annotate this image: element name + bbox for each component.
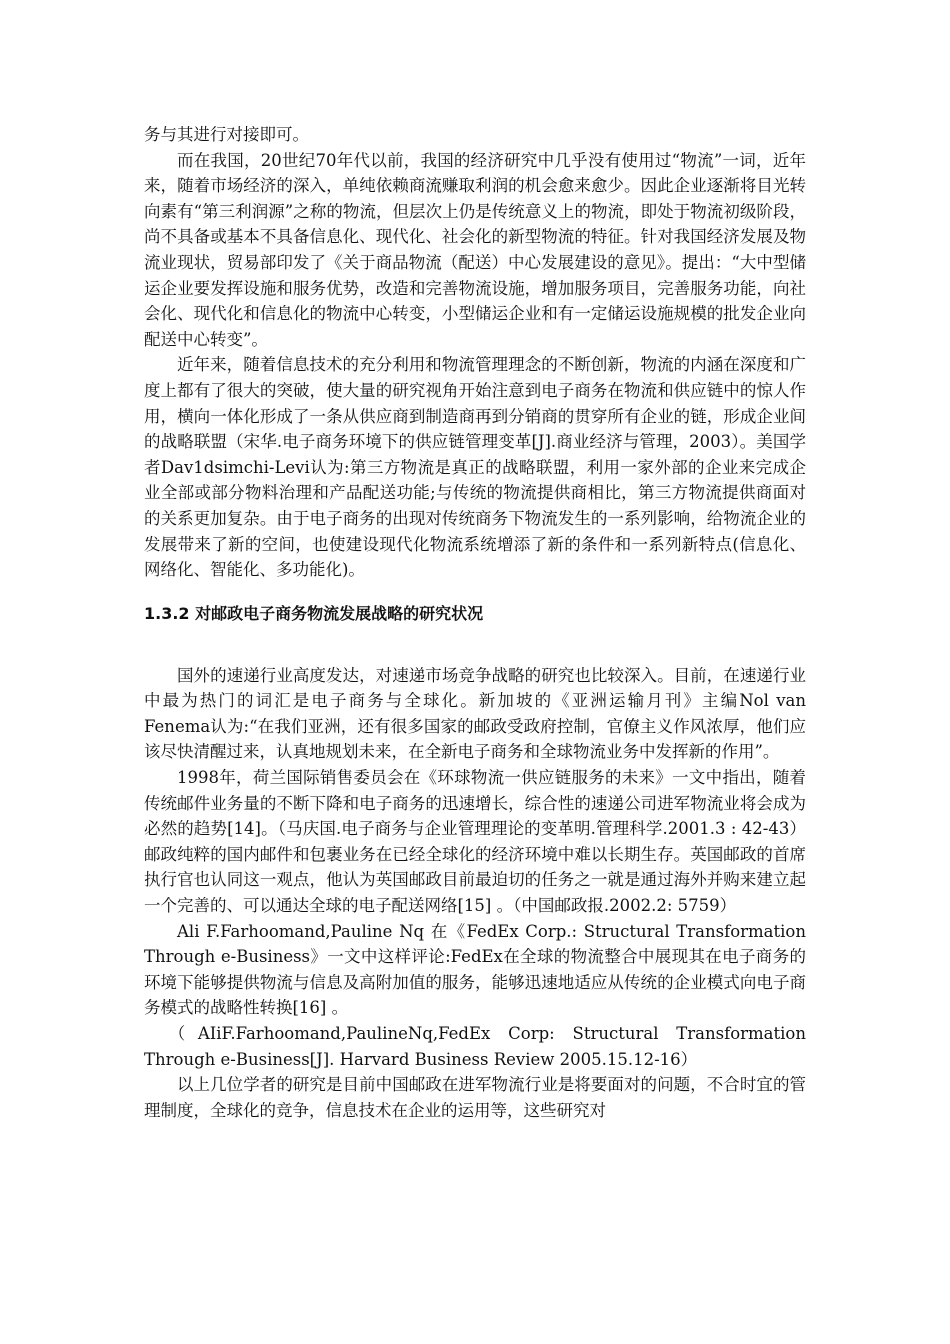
paragraph-5: 1998年，荷兰国际销售委员会在《环球物流一供应链服务的未来》一文中指出，随着传统邮件业务量的不断下降和电子商务的迅速增长，综合性的速递公司进军物流业将会成为必然的趋势[14]。（马庆国.电子商务与企业管理理论的变革明.管理科学.2001.3 : 42-43）邮政纯粹的国内邮件和包裹业务在已经全球化的经济环境中难以长期生存。英国邮政的首席执行官也认同这一观点，他认为英国邮政目前最迫切的任务之一就是通过海外并购来建立起一个完善的、可以通达全球的电子配送网络[15] 。（中国邮政报.2002.2: 5759）: [144, 768, 806, 916]
paragraph-3: 近年来，随着信息技术的充分利用和物流管理理念的不断创新，物流的内涵在深度和广度上都有了很大的突破，使大量的研究视角开始注意到电子商务在物流和供应链中的惊人作用，横向一体化形成了一条从供应商到制造商再到分销商的贯穿所有企业的链，形成企业间的战略联盟（宋华.电子商务环境下的供应链管理变革[J].商业经济与管理，2003）。美国学者Dav1dsimchi-Levi认为:第三方物流是真正的战略联盟，利用一家外部的企业来完成企业全部或部分物料治理和产品配送功能;与传统的物流提供商相比，第三方物流提供商面对的关系更加复杂。由于电子商务的出现对传统商务下物流发生的一系列影响，给物流企业的发展带来了新的空间，也使建设现代化物流系统增添了新的条件和一系列新特点(信息化、网络化、智能化、多功能化)。: [144, 355, 806, 580]
paragraph-7: （AIiF.Farhoomand,PaulineNq,FedEx Corp: Structural Transformation Through e-Business[J]. Harvard Business Review 2005.15.12-16）: [144, 1024, 806, 1069]
paragraph-1: 务与其进行对接即可。: [144, 125, 309, 144]
paragraph-6: Ali F.Farhoomand,Pauline Nq 在《FedEx Corp.: Structural Transformation Through e-Business》一文中这样评论:FedEx在全球的物流整合中展现其在电子商务的环境下能够提供物流与信息及高附加值的服务，能够迅速地适应从传统的企业模式向电子商务模式的战略性转换[16] 。: [144, 921, 806, 1018]
document-page: [144, 122, 806, 1123]
paragraph-8: 以上几位学者的研究是目前中国邮政在进军物流行业是将要面对的问题，不合时宜的管理制度，全球化的竞争，信息技术在企业的运用等，这些研究对: [144, 1075, 806, 1120]
heading-spacer: [144, 627, 806, 663]
paragraph-4: 国外的速递行业高度发达，对速递市场竞争战略的研究也比较深入。目前，在速递行业中最为热门的词汇是电子商务与全球化。新加坡的《亚洲运输月刊》主编Nol van Fenema认为:“在我们亚洲，还有很多国家的邮政受政府控制，官僚主义作风浓厚，他们应该尽快清醒过来，认真地规划未来，在全新电子商务和全球物流业务中发挥新的作用”。: [144, 665, 806, 762]
paragraph-2: 而在我国，20世纪70年代以前，我国的经济研究中几乎没有使用过“物流”一词，近年来，随着市场经济的深入，单纯依赖商流赚取利润的机会愈来愈少。因此企业逐渐将目光转向素有“第三利润源”之称的物流，但层次上仍是传统意义上的物流，即处于物流初级阶段，尚不具备或基本不具备信息化、现代化、社会化的新型物流的特征。针对我国经济发展及物流业现状，贸易部印发了《关于商品物流（配送）中心发展建设的意见》。提出：“大中型储运企业要发挥设施和服务优势，改造和完善物流设施，增加服务项目，完善服务功能，向社会化、现代化和信息化的物流中心转变，小型储运企业和有一定储运设施规模的批发企业向配送中心转变”。: [144, 150, 806, 349]
section-heading: 1.3.2 对邮政电子商务物流发展战略的研究状况: [144, 603, 484, 623]
